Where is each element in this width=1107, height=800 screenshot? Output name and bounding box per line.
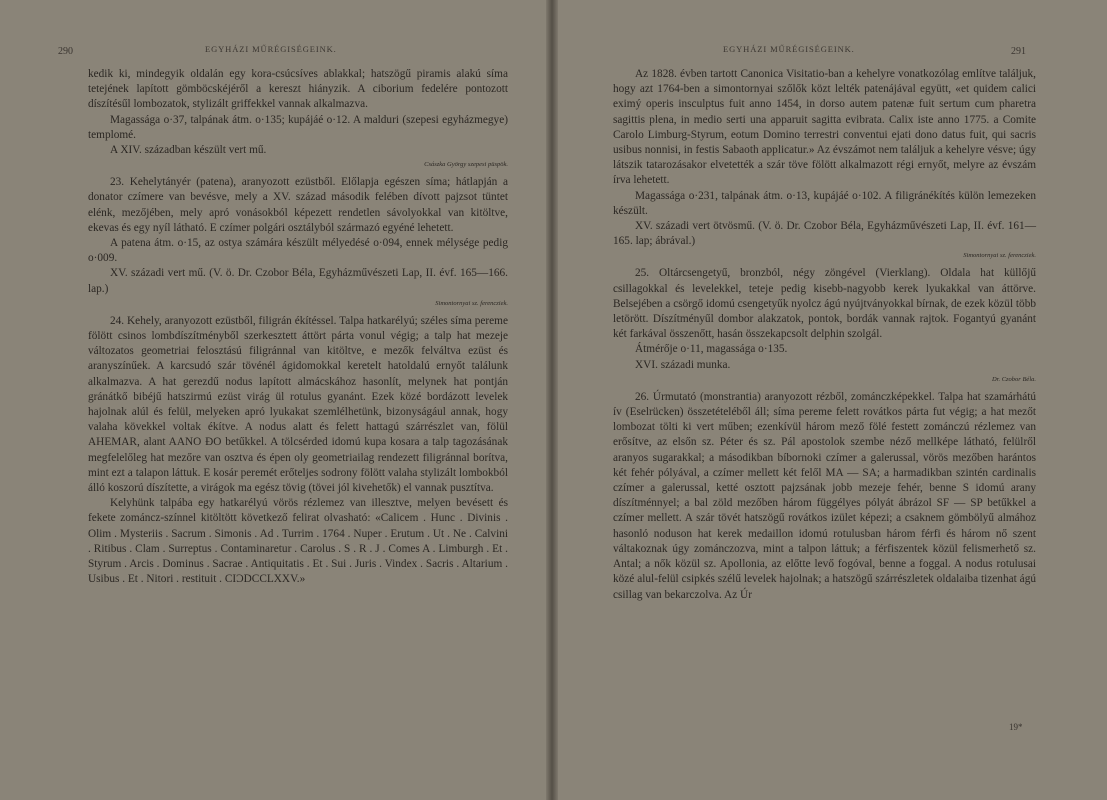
paragraph: XVI. századi munka. [635,358,731,371]
signature: Császka György szepesi püspök. [424,161,508,169]
paragraph: XV. századi vert mű. (V. ö. Dr. Czobor Béla, Egyházművészeti Lap, II. évf. 165—166. lap.) [88,267,508,295]
signature: Dr. Czobor Béla. [991,375,1036,383]
paragraph: Magassága o·37, talpának átm. o·135; kupájáé o·12. A malduri (szepesi egyházmegye) templomé. [88,113,508,141]
left-page [0,0,550,800]
right-body-text [613,67,1036,603]
paragraph: Magassága o·231, talpának átm. o·13, kupájáé o·102. A filigránékítés külön lemezeken készült. [613,189,1036,217]
paragraph: 23. Kehelytányér (patena), aranyozott ezüstből. Előlapja egészen síma; hátlapján a donator czímere van bevésve, mely a XV. század második felében dívott pajzsot tüntet elénk, mezőjében, mely apró vonásokból képezett rendetlen sávolyokkal van kitöltve, ekevas és egy nyíl látható. E czímer polgári osztályból származó egyéné lehetett. [88,176,508,234]
paragraph: 25. Oltárcsengetyű, bronzból, négy zöngével (Vierklang). Oldala hat küllőjű csillagokkal és levelekkel, teteje pedig kisebb-nagyobb kerek lyukakkal van áttörve. Belsejében a csörgő idomú csengetyűk nyolcz ágú nyújtványokkal bírnak, de ezek közül több letörött. Díszítményűl dombor alakzatok, pontok, bordák vannak rajtok. Fogantyú gyanánt két farkával összenőtt, hasán összekapcsolt delphin szolgál. [613,267,1036,341]
paragraph: A XIV. században készült vert mű. [110,144,267,157]
right-page [555,0,1107,800]
page-number-right: 291 [1011,46,1026,57]
running-header-right: EGYHÁZI MŰRÉGISÉGEINK. [723,44,855,54]
paragraph: A patena átm. o·15, az ostya számára készült mélyedésé o·094, ennek mélysége pedig o·009. [88,237,508,265]
paragraph: Az 1828. évben tartott Canonica Visitatio-ban a kehelyre vonatkozólag említve találjuk, hogy azt 1764-ben a simontornyai szőlők közt lelték patenájával együtt, «et quidem calici eximý operis insculptus fuit anno 1454, in dorso autem patenæ fuit sertum cum pharetra sagittis plena, in medio serti una apparuit sagitta evibrata. Calix iste anno 1775. a Comite Carolo Limburg-Styrum, eotum Domino terrestri conventui ejati dono datus fuit, qui sacris usibus nonnisi, in festis Sabaoth applicatur.» Az évszámot nem találjuk a kehelyre vésve; úgy látszik tatarozásakor elvetették a szár töve fölött alkalmazott régi ernyőt, melyre az évszám írva lehetett. [613,68,1036,187]
signature: Simontornyai sz. ferencziek. [435,299,508,307]
running-header-left: EGYHÁZI MŰRÉGISÉGEINK. [205,44,337,54]
paragraph: kedik ki, mindegyik oldalán egy kora-csúcsíves ablakkal; hatszögű piramis alakú síma tetejének lapított gömböcskéjéről a kereszt hiányzik. A ciborium fedelére pontozott díszítésűl lombozatok, stylizált griffekkel vannak alkalmazva. [88,68,508,111]
left-body-text [88,67,508,588]
paragraph: XV. századi vert ötvösmű. (V. ö. Dr. Czobor Béla, Egyházművészeti Lap, II. évf. 161—165. lap; ábrával.) [613,220,1036,248]
page-number-left: 290 [58,46,73,57]
signature-mark: 19* [1009,722,1023,732]
paragraph: Átmérője o·11, magassága o·135. [635,343,788,356]
signature: Simontornyai sz. ferencziek. [963,252,1036,260]
paragraph: 26. Úrmutató (monstrantia) aranyozott rézből, zománczképekkel. Talpa hat szamárhátú ív (Eselrücken) összetételéből áll; síma pereme felett rovátkos párta fut végig; a hat mezőt lombozat tölti ki vert műben; ezenkívül három mező fölé festett zománczú rézlemez van erősítve, az elsőn sz. Péter és sz. Pál apostolok szembe néző mellképe látható, felülről aranyos sugarakkal; a másodikban bíbornoki czímer a galerussal, vörös mezőben harántos két fehér pólyával, a czímer mellett két felől MA — SA; a harmadikban szintén cardinalis czímer a galerussal, ketté osztott pajzsának jobb mezeje fehér, benne S idomú arany díszítménnyel; a bal zöld mezőben három függélyes pólyát ábrázol SF — SP betűkkel a czímer mellett. A szár tövét hatszögű rovátkos izület képezi; a csaknem gömbölyű almához hasonló noduson hat kerek medaillon idomú rotulusban három férfi és három nő szent váltakoznak úgy zománczozva, mint a talpon láttuk; a férfiszentek közül felismerhető sz. Antal; a nők közül sz. Apollonia, az előtte levő fogóval, benne a foggal. A nodus rotulusai közé alul-felül csipkés szélű levelek hajolnak; a hatszögű szárrészletek oldalaiba tizenhat ágú csillag van bekarczolva. Az Úr [613,390,1036,601]
paragraph: Kelyhünk talpába egy hatkarélyú vörös rézlemez van illesztve, melyen bevésett és fekete zománcz-színnel kitöltött következő felirat olvasható: «Calicem . Hunc . Divinis . Olim . Mysteriis . Sacrum . Simonis . Ad . Turrim . 1764 . Nuper . Erutum . Ut . Ne . Calvini . Ritibus . Clam . Surreptus . Contaminaretur . Carolus . S . R . J . Comes A . Limburgh . Et . Styrum . Arcis . Dominus . Sacrae . Antiquitatis . Et . Sui . Juris . Vindex . Sacris . Altarium . Usibus . Et . Nitori . restituit . CIƆDCCLXXV.» [88,497,508,586]
paragraph: 24. Kehely, aranyozott ezüstből, filigrán ékítéssel. Talpa hatkarélyú; széles síma pereme fölött csinos lombdíszítményből szerkesztett áttört párta vonul végig; a talp hat mezeje változatos geometriai felosztású filigránnal van kitöltve, e mezők felváltva ezüst és aranyszínűek. A karcsudó szár tövénél ágidomokkal keretelt hatoldalú ernyőt találunk alkalmazva. A hat gerezdű nodus lapított almácskához hasonlít, melynek hat pontján gránátkő bibéjű hatszirmú ezüst virág ül rotulus gyanánt. Ezek közé bordázott levelek hajolnak alúl és felül, melyeken apró lyukakat szemlélhetünk, bizonyságául annak, hogy valaha kövekkel voltak ékítve. A nodus alatt és felett hattagú szárrészlet van, fölül AHEMAR, alant AANO ÐO betűkkel. A tölcsérded idomú kupa kosara a talp tagozásának megfelelőleg hat mezőre van osztva és épen oly geometriailag rendezett filigránnal borítva, mint ezt a talapon láttuk. E kosár peremét erőteljes sodrony fölött valaha stylizált lombokból álló koszorú díszítette, a virágok ma egész tövig (tövei jól kivehetők) el vannak pusztítva. [88,314,508,495]
